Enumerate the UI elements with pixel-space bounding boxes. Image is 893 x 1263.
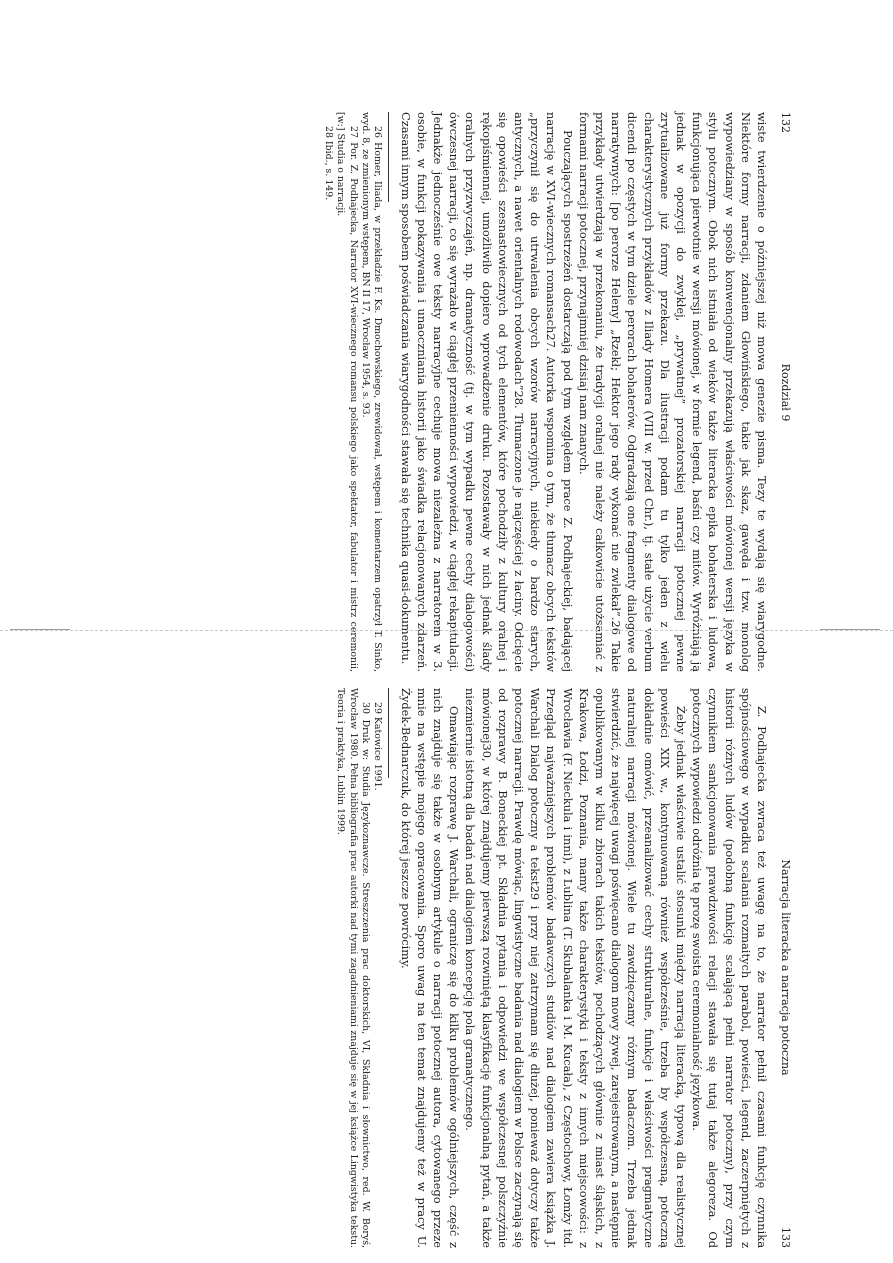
running-head: Rozdział 9 — [779, 363, 792, 422]
left-page-header — [770, 112, 792, 672]
paragraph: wiste twierdzenie o późniejszej niż mowa genezie pisma. Tezy te wydają się wiarygodne. Niektóre formy narracji, zdaniem Głowińskiego, takie jak skaz, gawęda i tzw. monolog wypowiedziany w sposób konwencjonalny przekazują właściwości mówionej wersji języka w stylu potocznym. Obok nich istniała od wieków także literacka epika bohaterska i ludowa, funkcjonująca pierwotnie w wersji mówionej, w formie legend, baśni czy mitów. Wyróżniają ją jednak w opozycji do zwykłej, „prywatnej” prozatorskiej narracji potocznej pewne zrytualizowane już formy przekazu. Dla ilustracji podam tu tylko jeden z wielu charakterystycznych przykładów z Iliady Homera (VIII w. przed Chr.), tj. stałe użycie verbum dicendi po częstych w tym dziele perorach bohaterów. Odgradzają one fragmenty dialogowe od narratywnych: [po perorze Heleny] „Rzekł; Hektor jego rady wykonać nie zwlekał”.26 Takie przykłady utwierdzają w przekonaniu, że tradycji oralnej nie należy całkowicie utożsamiać z formami narracji potocznej, przynajmniej dzisiaj nam znanych. — [576, 112, 769, 672]
paragraph: Pouczających spostrzeżeń dostarczają pod tym względem prace Z. Podhajeckiej, badającej narrację w XVI-wiecznych romansach27. Autorka wspomina o tym, że tłumacz obcych tekstów „przyczynił się do utrwalenia obcych wzorów narracyjnych, niekiedy o bardzo starych, antycznych, a nawet orientalnych rodowodach”28. Tłumaczone je najczęściej z łaciny. Odcięcie się opowieści szesnastowiecznych od tych elementów, które pochodziły z kultury oralnej i rękopiśmiennej, umożliwiło dopiero wprowadzenie druku. Pozostawały w nich jednak ślady oralnych przyzwyczajeń, np. dramatyczność (tj. w tym wypadku pewne cechy dialogowości) ówczesnej narracji, co się wyrażało w ciągłej przemienności wypowiedzi, w ciągłej rekapitulacji. Jednakże jednocześnie owe teksty narracyjne cechuje mowa niezależna z narratorem w 3. osobie, w funkcji pokazywania i unaoczniania historii jako świadka relacjonowanych zdarzeń. Czasami innym sposobem poświadczania wiarygodności stawała się technika quasi-dokumentu. — [398, 112, 575, 672]
right-page-header — [770, 688, 792, 1248]
left-page-body — [397, 112, 770, 672]
footnote: 27 Por. Z. Podhajecka, Narrator XVI-wiecznego romansu polskiego jako spektator, fabulator i mistrz ceremonii, [w:] Studia o narracji. — [335, 112, 359, 672]
paragraph: Omawiając rozprawę J. Warchali, ograniczę się do kilku problemów ogólniejszych, część z nich znajduje się także w osobnym artykule o narracji potocznej autora, cytowanego przeze mnie na wstępie mojego opracowania. Sporo uwag na ten temat znajdujemy też w pracy U. Żydek-Bednarczuk, do której jeszcze powrócimy. — [398, 688, 462, 1248]
gutter-mark — [10, 629, 70, 630]
paragraph: Żeby jednak właściwie ustalić stosunki między narracją literacką, typową dla realistycznej powieści XIX w., kontynuowaną również współcześnie, trzeba by współczesną, potoczną dokładnie omówić, przeanalizować cechy strukturalne, funkcje i właściwości pragmatyczne naturalnej narracji mówionej. Wiele tu zawdzięczamy różnym badaczom. Trzeba jednak stwierdzić, że najwięcej uwagi poświęcano dialogom mowy żywej, zarejestrowanym, a następnie opublikowanym w kilku zbiorach takich tekstów, pochodzących głównie z miast śląskich, z Krakowa, Łodzi, Poznania, mamy także charakterystyki i teksty z innych miejscowości: z Wrocławia (F. Nieckula i inni), z Lublina (T. Skubalanka i M. Kucała), z Częstochowy, Łomży itd. Przegląd najważniejszych problemów badawczych studiów nad dialogiem zawiera książka J. Warchali Dialog potoczny a tekst29 i przy niej zatrzymam się dłużej, ponieważ dotyczy także potocznej narracji. Prawdę mówiąc, lingwistyczne badania nad dialogiem w Polsce zaczynają się od rozprawy B. Boneckiej pt. Składnia pytania i odpowiedzi we współczesnej polszczyźnie mówionej30, w której znajdujemy pierwszą rozwiniętą klasyfikację funkcjonalną pytań, a także niezmiernie istotną dla badań nad dialogiem koncepcję pola gramatycznego. — [463, 688, 688, 1248]
page-number: 132 — [779, 112, 792, 133]
page-gutter — [0, 630, 893, 649]
gutter-mark — [820, 629, 880, 630]
footnote: 29 Katowice 1991. — [372, 702, 384, 791]
running-head: Narracja literacka a narracja potoczna — [779, 859, 792, 1076]
footnote: 28 Ibid., s. 149. — [322, 126, 334, 201]
right-page-body — [397, 688, 770, 1248]
footnote-rule — [388, 112, 389, 202]
right-page — [180, 688, 792, 1248]
left-page-footnotes — [321, 112, 383, 672]
page-number: 133 — [779, 1226, 792, 1248]
footnote: 26 Homer, Iliada, w przekładzie F. Ks. Dmochowskiego, zrewidował, wstępem i komentarzem opatrzył T. Sinko, wyd. 8, ze zmienionym wstępem, BN II 17, Wrocław 1954, s. 93. — [359, 112, 384, 672]
left-page — [180, 112, 792, 672]
paragraph: Z. Podhajecka zwraca też uwagę na to, że narrator pełnił czasami funkcję czynnika spójnościowego w wypadku scalania rozmaitych parabol, powieści, legend, zaczerpniętych z historii różnych ludów (podobną funkcję scalającą pełni narrator potoczny), przy czym czynnikiem sankcjonowania prawdziwości relacji stawała się tutaj także alegoreza. Od potocznych wypowiedzi odróżnia tę prozę swoista ceremonialność językowa. — [690, 688, 769, 1248]
footnote: 30 Druk w: Studia Językoznawcze. Streszczenia prac doktorskich, VI, Składnia i słownictwo, red. W. Boryś, Wrocław 1980. Pełna bibliografia prac autorki nad tymi zagadnieniami znajduje się w jej książce Lingwistyka tekstu. Teoria i praktyka, Lublin 1999. — [335, 688, 371, 1248]
footnote-rule — [388, 688, 389, 778]
right-page-footnotes — [334, 688, 384, 1248]
